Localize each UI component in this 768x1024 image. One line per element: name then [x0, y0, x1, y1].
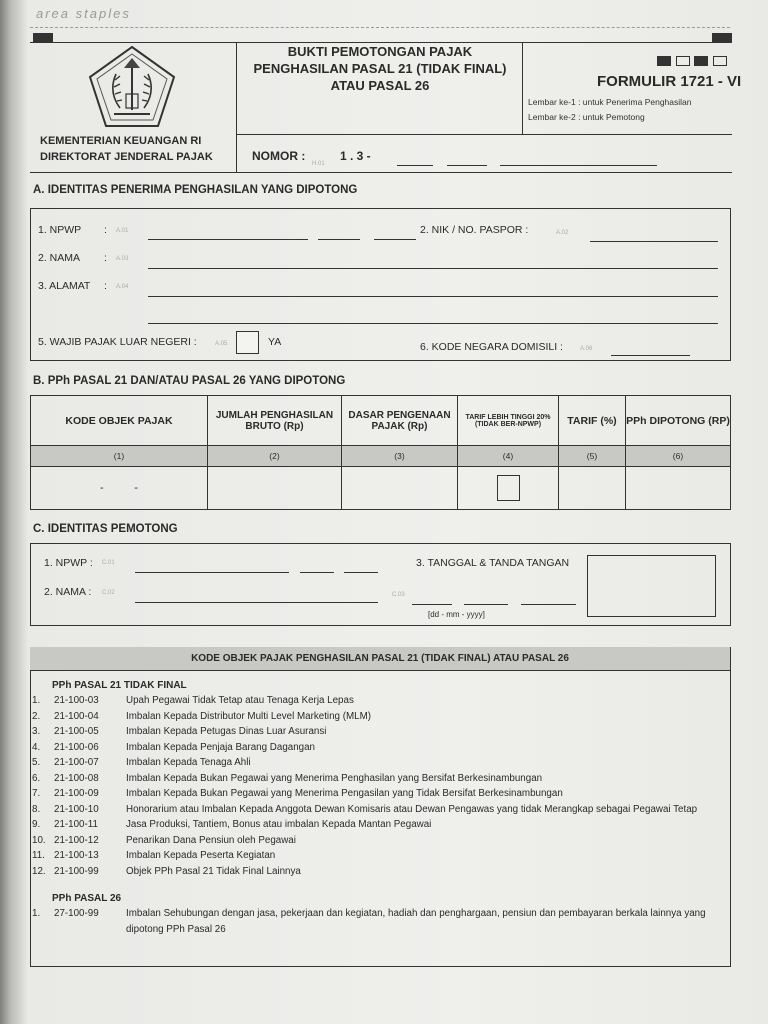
item-number: 10. — [32, 834, 46, 846]
col-pph-dipotong: PPh DIPOTONG (RP) — [626, 396, 731, 446]
header-bottom-line — [30, 172, 732, 173]
col-kode-objek: KODE OBJEK PAJAK — [31, 396, 208, 446]
kode-negara-input[interactable] — [611, 345, 690, 356]
tanggal-tanda-tangan-label: 3. TANGGAL & TANDA TANGAN — [416, 557, 570, 569]
npwp-colon: : — [104, 224, 107, 236]
item-description: Imbalan Kepada Bukan Pegawai yang Menerima Pengasilan yang Tidak Bersifat Berkesinambungan — [126, 788, 563, 799]
list-item — [32, 693, 722, 709]
alamat-field-code: A.04 — [116, 284, 129, 290]
lembar-2-note: Lembar ke-2 : untuk Pemotong — [528, 112, 645, 122]
col-number-3: (3) — [342, 446, 458, 467]
item-code: 21-100-11 — [54, 819, 98, 830]
item-number: 4. — [32, 741, 41, 753]
table-number-row — [31, 446, 731, 467]
col-number-6: (6) — [626, 446, 731, 467]
form-number-title: FORMULIR 1721 - VI — [597, 73, 742, 90]
reference-title: KODE OBJEK PAJAK PENGHASILAN PASAL 21 (TIDAK FINAL) ATAU PASAL 26 — [30, 647, 730, 671]
pemotong-nama-label: 2. NAMA : — [44, 586, 92, 598]
col-number-1: (1) — [31, 446, 208, 467]
col-tarif-lebih-tinggi: TARIF LEBIH TINGGI 20% (TIDAK BER-NPWP) — [458, 396, 559, 446]
item-code: 27-100-99 — [54, 908, 99, 919]
pemotong-npwp-input-main[interactable] — [135, 562, 289, 573]
item-description: Imbalan Kepada Bukan Pegawai yang Menerima Penghasilan yang Bersifat Berkesinambungan — [126, 772, 543, 784]
group-1-rows — [32, 693, 722, 879]
marker-square-2 — [676, 56, 690, 66]
item-code: 21-100-09 — [54, 788, 99, 799]
tanggal-field-code: C.03 — [392, 592, 405, 598]
nomor-input-3[interactable] — [500, 155, 657, 166]
tanggal-dd-input[interactable] — [412, 594, 452, 605]
group-2-title: PPh PASAL 26 — [52, 893, 122, 904]
item-number: 7. — [32, 788, 41, 799]
nomor-prefix: 1 . 3 - — [340, 149, 371, 163]
ministry-emblem-icon — [86, 44, 178, 130]
nomor-label: NOMOR : — [252, 149, 306, 163]
alamat-colon: : — [104, 280, 107, 292]
pemotong-npwp-code: C.01 — [102, 560, 115, 566]
npwp-input-branch[interactable] — [318, 229, 360, 240]
ministry-name — [40, 133, 230, 165]
item-description: Imbalan Sehubungan dengan jasa, pekerjaan dan kegiatan, hadiah dan penghargaan, pensiun dan pembayaran berkala lainnya yang dipotong PPh Pasal 26 — [126, 908, 706, 935]
nik-label: 2. NIK / NO. PASPOR : — [420, 224, 529, 236]
item-number: 12. — [32, 865, 46, 877]
penghasilan-bruto-input[interactable] — [208, 467, 342, 510]
list-item — [32, 817, 722, 833]
pemotong-nama-code: C.02 — [102, 590, 115, 596]
col-tarif: TARIF (%) — [559, 396, 626, 446]
col-number-2: (2) — [208, 446, 342, 467]
alamat-input-line-1[interactable] — [148, 286, 718, 297]
item-code: 21-100-05 — [54, 726, 99, 737]
pemotong-npwp-label: 1. NPWP : — [44, 557, 93, 569]
group-1-title: PPh PASAL 21 TIDAK FINAL — [52, 680, 187, 691]
item-description: Penarikan Dana Pensiun oleh Pegawai — [126, 834, 296, 846]
nomor-field-code: H.01 — [312, 161, 325, 167]
list-item — [32, 709, 722, 725]
item-description: Honorarium atau Imbalan Kepada Anggota Dewan Komisaris atau Dewan Pengawas yang tidak Merangkap sebagai Pegawai Tetap — [126, 803, 698, 815]
title-line-3: ATAU PASAL 26 — [330, 78, 430, 93]
title-line-2: PENGHASILAN PASAL 21 (TIDAK FINAL) — [253, 61, 507, 76]
list-item — [32, 724, 722, 740]
alamat-input-line-2[interactable] — [148, 313, 718, 324]
pemotong-nama-input[interactable] — [135, 592, 378, 603]
item-code: 21-100-04 — [54, 710, 99, 722]
item-code: 21-100-08 — [54, 772, 99, 784]
alamat-label: 3. ALAMAT — [38, 280, 91, 292]
kode-negara-field-code: A.06 — [580, 346, 593, 352]
header-divider-right — [522, 42, 523, 134]
item-description: Imbalan Kepada Tenaga Ahli — [126, 757, 251, 768]
table-header-row — [31, 396, 731, 446]
item-number: 5. — [32, 757, 41, 768]
header-divider-left — [236, 42, 237, 172]
npwp-field-code: A.01 — [116, 228, 129, 234]
item-number: 8. — [32, 803, 41, 815]
tarif-lebih-tinggi-checkbox[interactable] — [497, 475, 520, 501]
col-number-4: (4) — [458, 446, 559, 467]
list-item — [32, 906, 722, 937]
nama-field-code: A.03 — [116, 256, 129, 262]
item-code: 21-100-03 — [54, 695, 99, 706]
list-item — [32, 802, 722, 818]
wp-luar-negeri-checkbox[interactable] — [236, 331, 259, 354]
npwp-label: 1. NPWP — [38, 224, 82, 236]
item-code: 21-100-10 — [54, 803, 99, 815]
tanggal-mm-input[interactable] — [464, 594, 508, 605]
item-description: Jasa Produksi, Tantiem, Bonus atau imbalan Kepada Mantan Pegawai — [126, 819, 432, 830]
item-description: Upah Pegawai Tidak Tetap atau Tenaga Kerja Lepas — [126, 695, 354, 706]
list-item — [32, 786, 722, 802]
pph-dipotong-input[interactable] — [626, 467, 731, 510]
pemotong-npwp-input-branch[interactable] — [300, 562, 334, 573]
signature-box[interactable] — [587, 555, 716, 617]
col-penghasilan-bruto: JUMLAH PENGHASILAN BRUTO (Rp) — [208, 396, 342, 446]
ministry-line-1: KEMENTERIAN KEUANGAN RI — [40, 135, 202, 147]
list-item — [32, 740, 722, 756]
list-item — [32, 848, 722, 864]
table-data-row — [31, 467, 731, 510]
nik-input[interactable] — [590, 231, 718, 242]
item-description: Imbalan Kepada Peserta Kegiatan — [126, 850, 276, 861]
section-c-title: C. IDENTITAS PEMOTONG — [33, 523, 178, 535]
header-mid-line — [236, 134, 732, 135]
col-dasar-pengenaan: DASAR PENGENAAN PAJAK (Rp) — [342, 396, 458, 446]
item-code: 21-100-13 — [54, 850, 99, 861]
nama-input[interactable] — [148, 258, 718, 269]
title-line-1: BUKTI PEMOTONGAN PAJAK — [287, 44, 473, 59]
staples-area-label: area staples — [36, 6, 131, 21]
item-number: 1. — [32, 695, 41, 706]
section-b-title: B. PPh PASAL 21 DAN/ATAU PASAL 26 YANG DIPOTONG — [33, 375, 346, 387]
list-item — [32, 864, 722, 880]
npwp-input-code[interactable] — [374, 229, 416, 240]
document-title — [238, 43, 522, 94]
item-description: Imbalan Kepada Distributor Multi Level Marketing (MLM) — [126, 710, 372, 722]
kode-negara-label: 6. KODE NEGARA DOMISILI : — [420, 341, 563, 353]
group-2-rows — [32, 906, 722, 937]
marker-square-3 — [694, 56, 708, 66]
list-item — [32, 771, 722, 787]
item-code: 21-100-12 — [54, 834, 99, 846]
tanggal-yyyy-input[interactable] — [521, 594, 576, 605]
pemotong-npwp-input-code[interactable] — [344, 562, 378, 573]
nomor-input-2[interactable] — [447, 155, 487, 166]
item-number: 11. — [32, 850, 45, 861]
item-description: Imbalan Kepada Penjaja Barang Dagangan — [126, 741, 316, 753]
tarif-lebih-tinggi-cell — [458, 467, 559, 510]
lembar-1-note: Lembar ke-1 : untuk Penerima Penghasilan — [528, 97, 692, 107]
marker-square-1 — [657, 56, 671, 66]
item-code: 21-100-06 — [54, 741, 99, 753]
nomor-input-1[interactable] — [397, 155, 433, 166]
ministry-line-2: DIREKTORAT JENDERAL PAJAK — [40, 151, 213, 163]
ya-label: YA — [268, 336, 282, 348]
item-number: 3. — [32, 726, 41, 737]
item-code: 21-100-99 — [54, 865, 99, 877]
wp-field-code: A.05 — [215, 341, 228, 347]
item-number: 2. — [32, 710, 41, 722]
pph-table — [30, 395, 731, 510]
reference-list — [32, 680, 722, 937]
item-number: 1. — [32, 908, 41, 919]
item-number: 6. — [32, 772, 41, 784]
item-number: 9. — [32, 819, 41, 830]
marker-square-4 — [713, 56, 727, 66]
kode-objek-input[interactable]: - - — [31, 467, 208, 510]
nama-label: 2. NAMA — [38, 252, 81, 264]
list-item — [32, 833, 722, 849]
dasar-pengenaan-input[interactable] — [342, 467, 458, 510]
section-a-title: A. IDENTITAS PENERIMA PENGHASILAN YANG DIPOTONG — [33, 184, 358, 196]
nama-colon: : — [104, 252, 107, 264]
date-format-hint: [dd - mm - yyyy] — [428, 610, 485, 619]
staple-dotted-line — [30, 27, 730, 28]
col-number-5: (5) — [559, 446, 626, 467]
item-code: 21-100-07 — [54, 757, 99, 768]
nik-field-code: A.02 — [556, 230, 569, 236]
npwp-input-main[interactable] — [148, 229, 308, 240]
item-description: Objek PPh Pasal 21 Tidak Final Lainnya — [126, 865, 301, 877]
item-description: Imbalan Kepada Petugas Dinas Luar Asuransi — [126, 726, 327, 737]
list-item — [32, 755, 722, 771]
wp-luar-negeri-label: 5. WAJIB PAJAK LUAR NEGERI : — [38, 336, 197, 348]
tarif-input[interactable] — [559, 467, 626, 510]
